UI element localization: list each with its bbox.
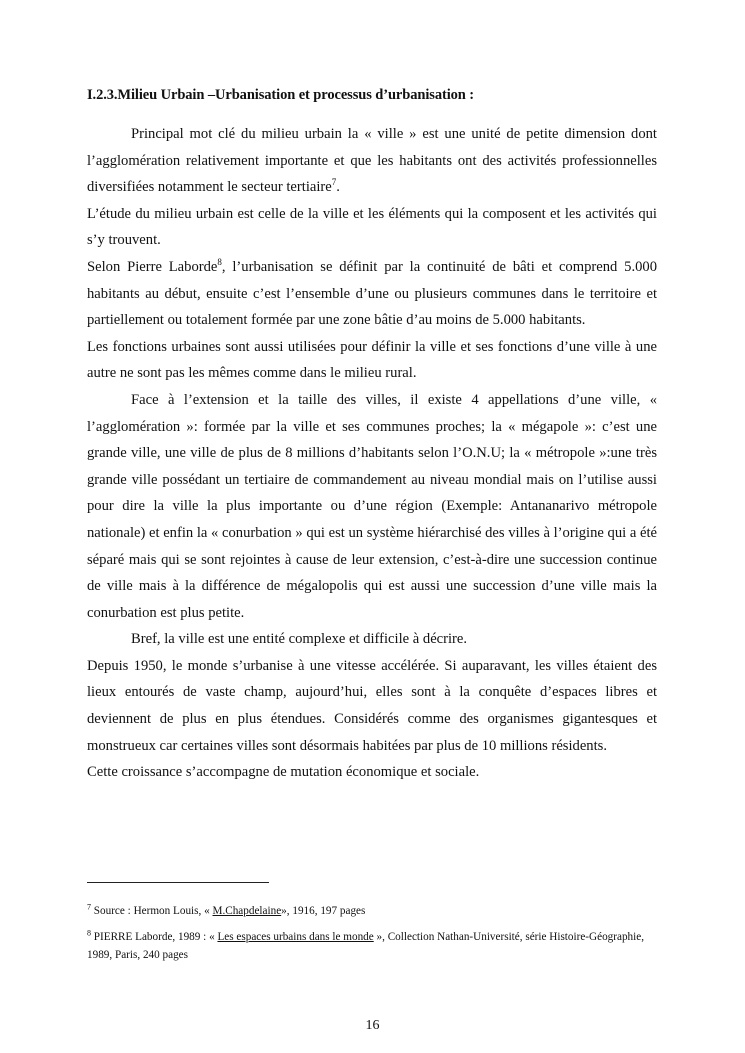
footnote-text: Source : Hermon Louis, « [91, 905, 213, 917]
footnote-separator [87, 882, 269, 883]
footnote-7 [87, 902, 657, 920]
paragraph-2: L’étude du milieu urbain est celle de la ville et les éléments qui la composent et les activités qui s’y trouvent. [87, 205, 657, 249]
paragraph-7: Depuis 1950, le monde s’urbanise à une vitesse accélérée. Si auparavant, les villes étaient des lieux entourés de vaste champ, aujourd’hui, elles sont à la conquête d’espaces libres et deviennent de plus en plus étendues. Considérés comme des organismes gigantesques et monstrueux car certaines villes sont désormais habitées par plus de 10 millions résidents. [87, 657, 657, 754]
footnote-title-link[interactable]: Les espaces urbains dans le monde [217, 931, 374, 943]
body-text [87, 121, 657, 786]
paragraph-8: Cette croissance s’accompagne de mutation économique et sociale. [87, 764, 480, 781]
section-heading: I.2.3.Milieu Urbain –Urbanisation et processus d’urbanisation : [87, 87, 474, 103]
paragraph-3-rest: , l’urbanisation se définit par la continuité de bâti et comprend 5.000 habitants au début, ensuite c’est l’ensemble d’une ou plusieurs communes dans le territoire et partiellement ou totalement formée par une zone bâtie d’au moins de 5.000 habitants. [87, 258, 657, 329]
paragraph-6: Bref, la ville est une entité complexe et difficile à décrire. [131, 631, 468, 648]
footnote-title-link[interactable]: M.Chapdelaine [212, 905, 282, 917]
paragraph-5: Face à l’extension et la taille des villes, il existe 4 appellations d’une ville, « l’agglomération »: formée par la ville et ses communes proches; la « mégapole »: c’est une grande ville, une ville de plus de 8 millions d’habitants selon l’O.N.U; la « métropole »:une très grande ville possédant un tertiaire de commandement au niveau mondial mais on l’utilise aussi pour dire la ville la plus importante ou d’une région (Exemple: Antananarivo métropole nationale) et enfin la « conurbation » qui est un système hiérarchisé des villes à l’origine qui a été séparé mais qui se sont rejointes à cause de leur extension, c’est-à-dire une succession continue de ville mais à la différence de mégalopolis qui est aussi une succession d’une ville mais la conurbation est plus petite. [87, 391, 657, 621]
footnotes [87, 902, 657, 972]
paragraph-1-end: . [336, 179, 340, 196]
footnote-number: 7 [87, 902, 91, 912]
footnote-text: PIERRE Laborde, 1989 : « [91, 931, 218, 943]
paragraph-1-text: Principal mot clé du milieu urbain la « ville » est une unité de petite dimension dont l’agglomération relativement importante et que les habitants ont des activités professionnelles diversifiées notamment le secteur tertiaire [87, 126, 657, 196]
footnote-text: », 1916, 197 pages [281, 905, 366, 917]
footnote-text: », Collection Nathan-Université, série Histoire-Géographie, 1989, Paris, 240 pages [87, 931, 645, 961]
paragraph-3-start: Selon Pierre Laborde [87, 258, 218, 275]
footnote-8 [87, 928, 657, 964]
footnote-ref-7: 7 [331, 177, 337, 188]
footnote-ref-8: 8 [217, 257, 222, 268]
paragraph-1 [87, 121, 657, 201]
page-number: 16 [365, 1018, 380, 1033]
footnote-number: 8 [87, 928, 91, 938]
paragraph-4: Les fonctions urbaines sont aussi utilisées pour définir la ville et ses fonctions d’une ville à une autre ne sont pas les mêmes comme dans le milieu rural. [87, 338, 657, 382]
paragraph-3 [87, 254, 657, 334]
